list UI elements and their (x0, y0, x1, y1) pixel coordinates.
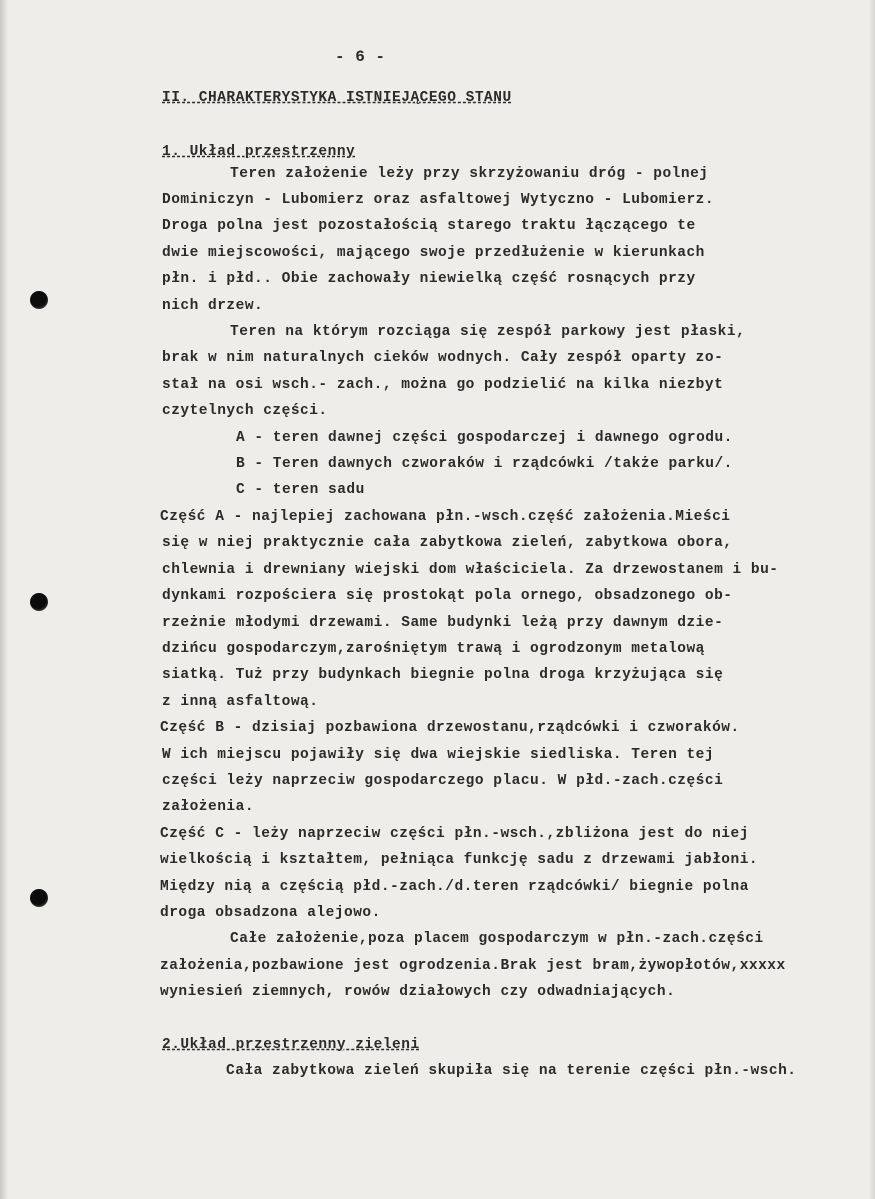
text-line: droga obsadzona alejowo. (160, 905, 381, 921)
text-line: Część B - dzisiaj pozbawiona drzewostanu,rządcówki i czworaków. (160, 720, 740, 736)
text-line: założenia,pozbawione jest ogrodzenia.Brak jest bram,żywopłotów,xxxxx (160, 958, 786, 974)
text-line: stał na osi wsch.- zach., można go podzielić na kilka niezbyt (162, 377, 724, 393)
punch-hole (30, 889, 48, 907)
paper-edge-right (869, 0, 875, 1199)
text-line: wyniesień ziemnych, rowów działowych czy odwadniających. (160, 984, 676, 1000)
text-line: Całe założenie,poza placem gospodarczym w płn.-zach.części (230, 931, 764, 947)
text-line: dwie miejscowości, mającego swoje przedłużenie w kierunkach (162, 245, 705, 261)
text-line: rzeżnie młodymi drzewami. Same budynki leżą przy dawnym dzie- (162, 615, 724, 631)
list-item: A - teren dawnej części gospodarczej i dawnego ogrodu. (236, 430, 733, 446)
text-line: Cała zabytkowa zieleń skupiła się na terenie części płn.-wsch. (226, 1063, 797, 1079)
text-line: Część A - najlepiej zachowana płn.-wsch.część założenia.Mieści (160, 509, 731, 525)
text-line: Część C - leży naprzeciw części płn.-wsch.,zbliżona jest do niej (160, 826, 749, 842)
text-line: się w niej praktycznie cała zabytkowa zieleń, zabytkowa obora, (162, 535, 733, 551)
text-line: dzińcu gospodarczym,zarośniętym trawą i ogrodzonym metalową (162, 641, 705, 657)
list-item: C - teren sadu (236, 482, 365, 498)
list-item: B - Teren dawnych czworaków i rządcówki /także parku/. (236, 456, 733, 472)
text-line: czytelnych części. (162, 403, 328, 419)
text-line: nich drzew. (162, 298, 264, 314)
text-line: płn. i płd.. Obie zachowały niewielką część rosnących przy (162, 271, 696, 287)
text-line: Teren na którym rozciąga się zespół parkowy jest płaski, (230, 324, 746, 340)
section-title: II. CHARAKTERYSTYKA ISTNIEJĄCEGO STANU (162, 90, 512, 106)
subsection-heading: 2.Układ przestrzenny zieleni (162, 1037, 420, 1053)
subsection-heading: 1. Układ przestrzenny (162, 144, 356, 160)
punch-hole (30, 291, 48, 309)
text-line: Dominiczyn - Lubomierz oraz asfaltowej Wytyczno - Lubomierz. (162, 192, 715, 208)
text-line: Między nią a częścią płd.-zach./d.teren rządcówki/ biegnie polna (160, 879, 749, 895)
text-line: z inną asfaltową. (162, 694, 319, 710)
paper-edge-left (0, 0, 8, 1199)
text-line: Teren założenie leży przy skrzyżowaniu dróg - polnej (230, 166, 709, 182)
punch-hole (30, 593, 48, 611)
text-line: brak w nim naturalnych cieków wodnych. Cały zespół oparty zo- (162, 350, 724, 366)
text-line: wielkością i kształtem, pełniąca funkcję sadu z drzewami jabłoni. (160, 852, 759, 868)
text-line: części leży naprzeciw gospodarczego placu. W płd.-zach.części (162, 773, 724, 789)
text-line: założenia. (162, 799, 255, 815)
text-line: siatką. Tuż przy budynkach biegnie polna droga krzyżująca się (162, 667, 724, 683)
text-line: dynkami rozpościera się prostokąt pola ornego, obsadzonego ob- (162, 588, 733, 604)
page-number: - 6 - (335, 48, 386, 66)
text-line: chlewnia i drewniany wiejski dom właściciela. Za drzewostanem i bu- (162, 562, 779, 578)
text-line: W ich miejscu pojawiły się dwa wiejskie siedliska. Teren tej (162, 747, 715, 763)
text-line: Droga polna jest pozostałością starego traktu łączącego te (162, 218, 696, 234)
